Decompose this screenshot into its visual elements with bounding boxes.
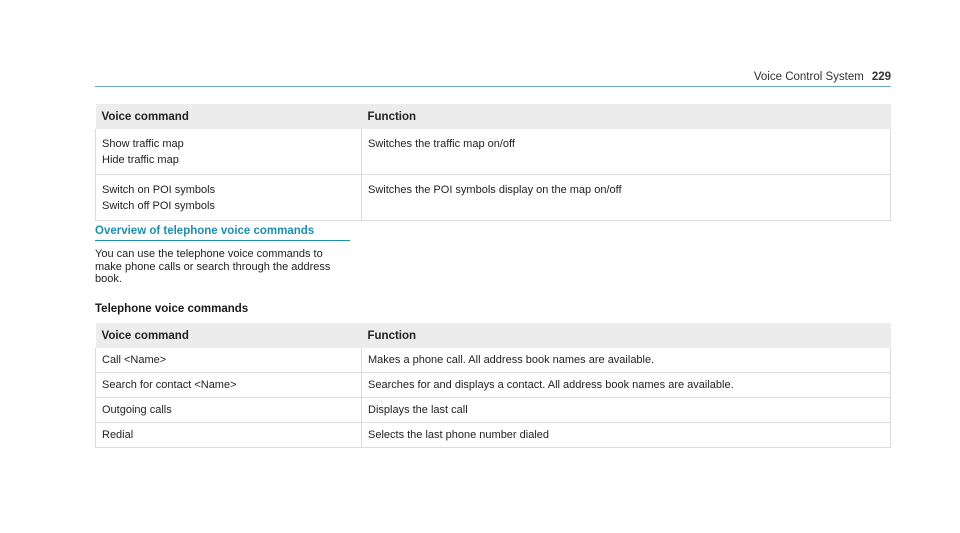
voice-command-cell [96,175,362,221]
section-heading-telephone: Overview of telephone voice commands [95,225,350,241]
intro-line: You can use the telephone voice commands to [95,248,323,260]
voice-command-cell: Outgoing calls [96,398,362,423]
function-cell: Displays the last call [362,398,891,423]
voice-command: Switch on POI symbols [102,184,216,196]
table-title-telephone: Telephone voice commands [95,303,249,315]
table-row [96,175,891,221]
voice-command: Hide traffic map [102,154,179,166]
navigation-commands-table [95,104,891,221]
running-header [754,71,891,83]
function-cell: Makes a phone call. All address book names are available. [362,348,891,373]
voice-command-cell: Search for contact <Name> [96,373,362,398]
voice-command: Switch off POI symbols [102,200,215,212]
telephone-commands-table [95,323,891,448]
column-header-function: Function [362,104,891,129]
function-cell: Searches for and displays a contact. All address book names are available. [362,373,891,398]
function-cell: Switches the traffic map on/off [362,129,891,175]
column-header-voice-command: Voice command [96,104,362,129]
intro-paragraph [95,248,355,286]
intro-line: make phone calls or search through the address [95,260,331,273]
header-rule [95,86,891,87]
page-number: 229 [871,71,891,83]
table-row [96,398,891,423]
table-header-row [96,323,891,348]
function-cell: Selects the last phone number dialed [362,423,891,448]
voice-command: Show traffic map [102,138,184,150]
table-row [96,373,891,398]
table-row [96,129,891,175]
voice-command-cell: Call <Name> [96,348,362,373]
table-header-row [96,104,891,129]
table-row [96,348,891,373]
voice-command-cell: Redial [96,423,362,448]
intro-line: book. [95,273,122,285]
column-header-function: Function [362,323,891,348]
section-title: Voice Control System [753,71,864,83]
voice-command-cell [96,129,362,175]
table-row [96,423,891,448]
column-header-voice-command: Voice command [96,323,362,348]
function-cell: Switches the POI symbols display on the map on/off [362,175,891,221]
